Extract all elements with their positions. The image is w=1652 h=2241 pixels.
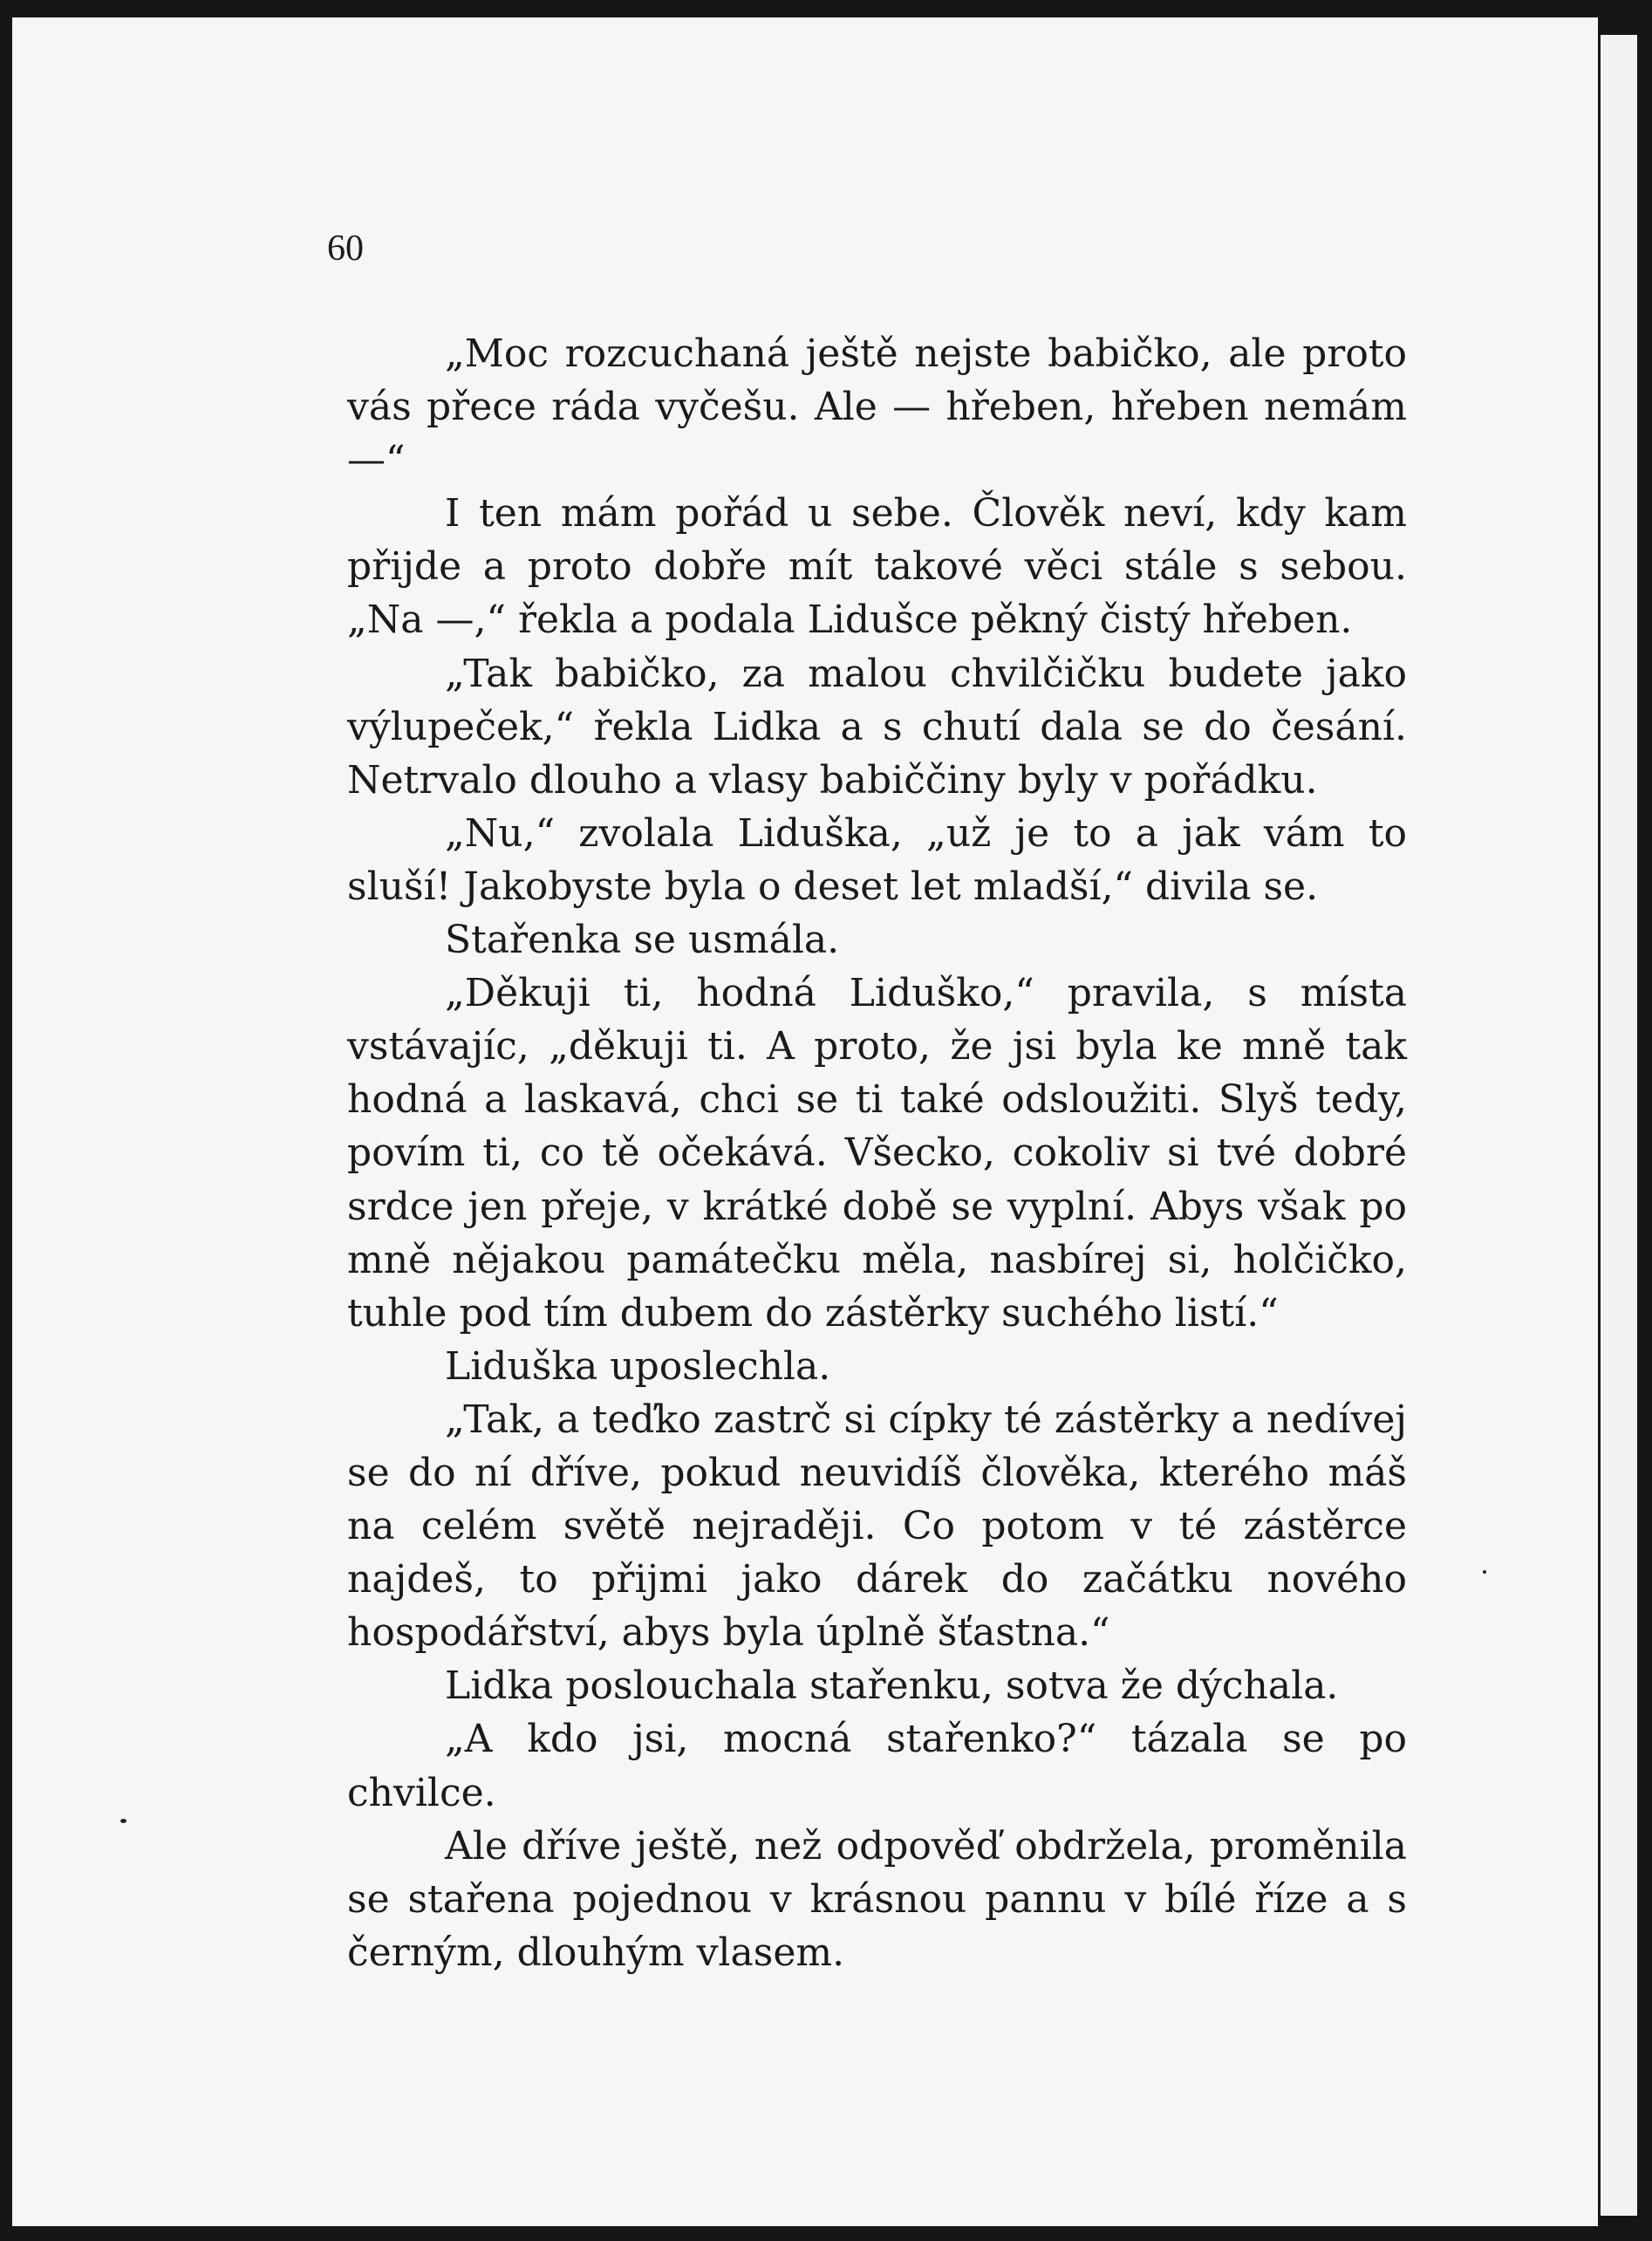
paragraph: „Moc rozcuchaná ještě nejste babičko, ale proto vás přece ráda vyčešu. Ale — hřeben, hřeben nemám —“ [347, 331, 1407, 483]
paragraph: „Děkuji ti, hodná Liduško,“ pravila, s místa vstávajíc, „děkuji ti. A proto, že jsi byla ke mně tak hodná a laskavá, chci se ti také odsloužiti. Slyš tedy, povím ti, co tě očekává. Všecko, cokoliv si tvé dobré srdce jen přeje, v krátké době se vyplní. Abys však po mně nějakou památečku měla, nasbírej si, holčičko, tuhle pod tím dubem do zástěrky suchého listí.“ [347, 971, 1407, 1336]
paragraph: Ale dříve ještě, než odpověď obdržela, proměnila se stařena pojednou v krásnou pannu v bílé říze a s černým, dlouhým vlasem. [347, 1823, 1407, 1975]
paragraph: Liduška uposlechla. [445, 1343, 831, 1389]
paragraph: „Tak babičko, za malou chvilčičku budete jako výlupeček,“ řekla Lidka a s chutí dala se do česání. Netrvalo dlouho a vlasy babiččiny byly v pořádku. [347, 651, 1407, 803]
paragraph: I ten mám pořád u sebe. Člověk neví, kdy kam přijde a proto dobře mít takové věci stále s sebou. „Na —,“ řekla a podala Lidušce pěkný čistý hřeben. [347, 491, 1407, 643]
body-text [347, 327, 1407, 1979]
paragraph: „A kdo jsi, mocná stařenko?“ tázala se po chvilce. [347, 1717, 1407, 1815]
paragraph: „Nu,“ zvolala Liduška, „už je to a jak vám to sluší! Jakobyste byla o deset let mladší,“ divila se. [347, 810, 1407, 909]
paragraph: Lidka poslouchala stařenku, sotva že dýchala. [445, 1664, 1339, 1709]
page-number: 60 [327, 229, 364, 269]
margin-speck [1483, 1570, 1486, 1574]
margin-speck [120, 1819, 126, 1823]
paragraph: Stařenka se usmála. [445, 918, 840, 963]
paragraph: „Tak, a teďko zastrč si cípky té zástěrky a nedívej se do ní dříve, pokud neuvidíš člověka, kterého máš na celém světě nejraději. Co potom v té zástěrce najdeš, to přijmi jako dárek do začátku nového hospodářství, abys byla úplně šťastna.“ [347, 1397, 1407, 1656]
adjacent-page-edge [1598, 35, 1637, 2216]
